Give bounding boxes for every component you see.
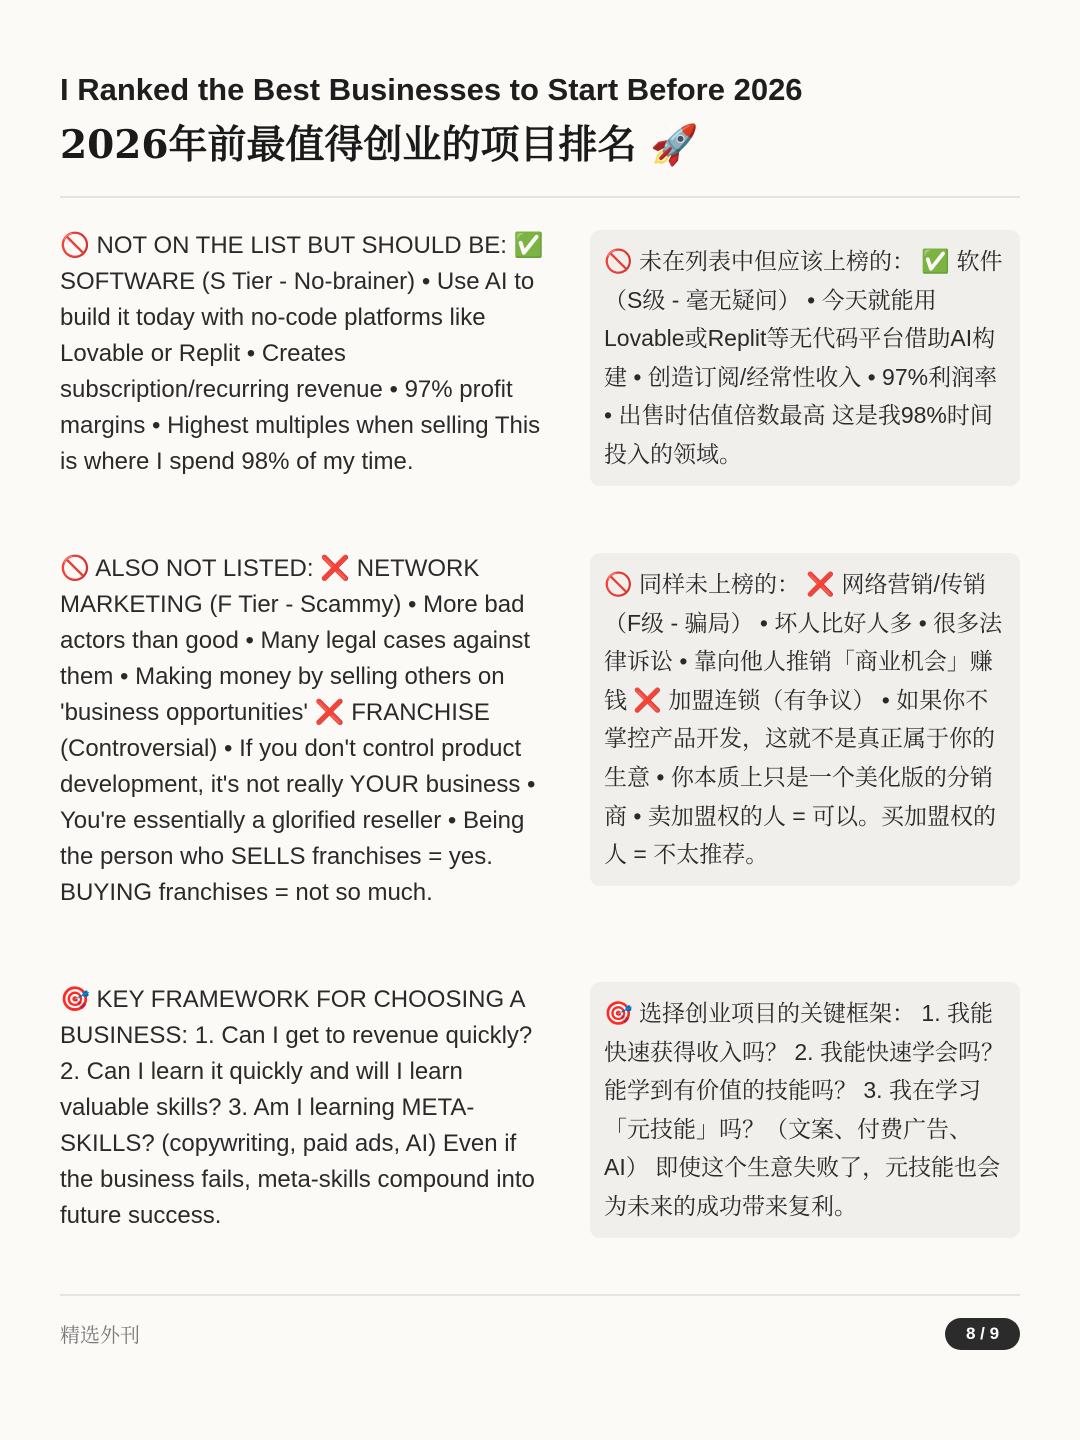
header-divider: [60, 196, 1020, 198]
footer-brand: 精选外刊: [60, 1325, 140, 1347]
title-chinese: 2026年前最值得创业的项目排名 🚀: [60, 122, 699, 168]
section-framework-english: 🎯 KEY FRAMEWORK FOR CHOOSING A BUSINESS: 1. Can I get to revenue quickly? 2. Can I learn it quickly and will I learn valuable skills? 3. Am I learning META-SKILLS? (copywriting, paid ads, AI) Even if the business fails, meta-skills compound into future success.: [60, 986, 535, 1229]
title-english: I Ranked the Best Businesses to Start Before 2026: [60, 72, 803, 107]
section-software-chinese-text: 🚫 未在列表中但应该上榜的： ✅ 软件（S级 - 毫无疑问） • 今天就能用Lovable或Replit等无代码平台借助AI构建 • 创造订阅/经常性收入 • 97%利润率 • 出售时估值倍数最高 这是我98%时间投入的领域。: [604, 248, 1003, 467]
page-indicator-badge: 8 / 9: [945, 1318, 1020, 1350]
section-framework-chinese-card: [590, 982, 1020, 1238]
section-framework-chinese-text: 🎯 选择创业项目的关键框架： 1. 我能快速获得收入吗？ 2. 我能快速学会吗？能学到有价值的技能吗？ 3. 我在学习「元技能」吗？（文案、付费广告、AI） 即使这个生意失败了，元技能也会为未来的成功带来复利。: [604, 1000, 1004, 1219]
section-software-english: 🚫 NOT ON THE LIST BUT SHOULD BE: ✅ SOFTWARE (S Tier - No-brainer) • Use AI to build it today with no-code platforms like Lovable or Replit • Creates subscription/recurring revenue • 97% profit margins • Highest multiples when selling This is where I spend 98% of my time.: [60, 232, 544, 475]
section-not-listed-english: 🚫 ALSO NOT LISTED: ❌ NETWORK MARKETING (F Tier - Scammy) • More bad actors than good • Many legal cases against them • Making money by selling others on 'business opportunities' ❌ FRANCHISE (Controversial) • If you don't control product development, it's not really YOUR business • You're essentially a glorified reseller • Being the person who SELLS franchises = yes. BUYING franchises = not so much.: [60, 555, 536, 906]
section-not-listed-chinese-text: 🚫 同样未上榜的： ❌ 网络营销/传销（F级 - 骗局） • 坏人比好人多 • 很多法律诉讼 • 靠向他人推销「商业机会」赚钱 ❌ 加盟连锁（有争议） • 如果你不掌控产品开发，这就不是真正属于你的生意 • 你本质上只是一个美化版的分销商 • 卖加盟权的人 = 可以。买加盟权的人 = 不太推荐。: [604, 571, 1003, 868]
page-header: [60, 70, 1020, 170]
section-software-chinese-card: [590, 230, 1020, 486]
footer-divider: [60, 1294, 1020, 1296]
section-not-listed-chinese-card: [590, 553, 1020, 886]
